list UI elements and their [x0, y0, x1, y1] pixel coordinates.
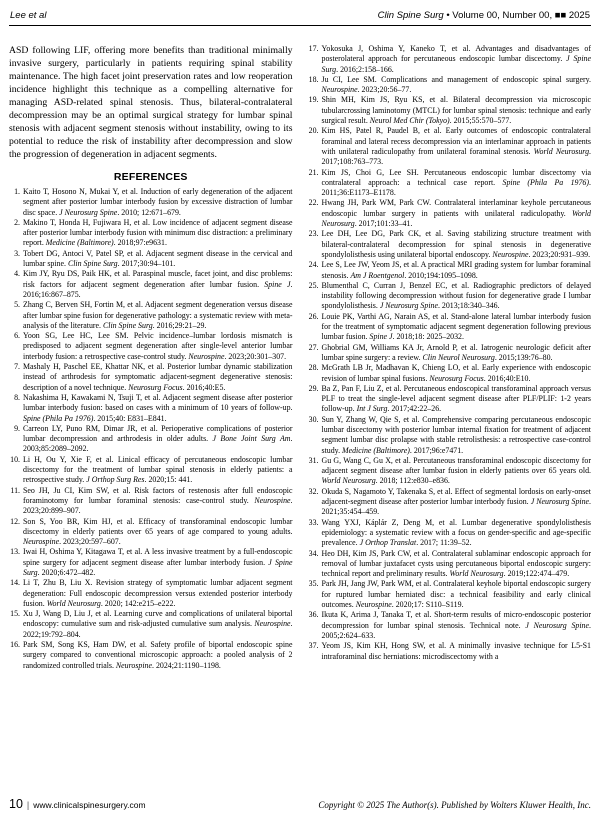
reference-number: 6. [14, 331, 20, 341]
reference-item [9, 331, 293, 362]
reference-text: Ba Z, Pan F, Liu Z, et al. Percutaneous endoscopical transforaminal approach versus PLF to treat the single-level adjacent segment disease after PLF/PLIF: 1-2 years follow-up. Int J Surg. 2017;42:22–26. [321, 383, 591, 414]
reference-text: Yeom JS, Kim KH, Hong SW, et al. A minimally invasive technique for L5-S1 intraforaminal disc herniations: microdiscectomy with a [321, 641, 591, 661]
reference-item [308, 384, 592, 415]
footer-left [9, 797, 146, 811]
reference-item [9, 269, 293, 300]
reference-item [9, 362, 293, 393]
reference-text: Ghobrial GM, Williams KA Jr, Arnold P, et al. Iatrogenic neurologic deficit after lumbar spine surgery: a review. Clin Neurol Neurosurg. 2015;139:76–80. [321, 342, 591, 362]
reference-item [308, 312, 592, 343]
reference-number: 4. [14, 269, 20, 279]
reference-text: Ikuta K, Arima J, Tanaka T, et al. Short-term results of micro-endoscopic posterior decompression for lumbar spinal stenosis. Technical note. J Neurosurg Spine. 2005;2:624–633. [321, 610, 591, 640]
reference-journal: Neurospine [254, 495, 291, 505]
reference-journal: Neurospine [355, 600, 392, 610]
reference-text: Park SM, Song KS, Ham DW, et al. Safety profile of biportal endoscopic spine surgery compared to conventional microscopic approach: a pooled analysis of 2 randomized controlled trials. Neurospine. 2024;21:1190–1198. [23, 640, 293, 670]
reference-journal: J Orthop Translat [359, 538, 417, 548]
reference-journal: Am J Roentgenol [350, 270, 405, 280]
reference-item [9, 578, 293, 609]
reference-journal: Medicine (Baltimore) [45, 238, 114, 248]
reference-journal: World Neurosurg [46, 598, 101, 608]
reference-item [308, 229, 592, 260]
reference-journal: J Neurosurg Spine [530, 497, 590, 507]
running-head-authors: Lee et al [10, 10, 47, 21]
reference-journal: Clin Spine Surg [102, 320, 153, 330]
reference-number: 20. [308, 126, 319, 136]
reference-text: Zhang C, Berven SH, Fortin M, et al. Adjacent segment degeneration versus disease after lumbar spine fusion for degenerative pathology: a systematic review with meta-analysis of the literature. Clin Spine Surg. 2016;29:21–29. [23, 300, 293, 330]
reference-text: Kim JS, Choi G, Lee SH. Percutaneous endoscopic lumbar discectomy via contralateral approach: a technical case report. Spine (Phila Pa 1976). 2011;36:E1173–E1178. [321, 167, 591, 198]
reference-number: 7. [14, 362, 20, 372]
reference-item [308, 75, 592, 96]
reference-item [9, 187, 293, 218]
reference-list-right [308, 44, 592, 662]
reference-number: 35. [308, 579, 319, 589]
reference-item [9, 517, 293, 548]
reference-number: 15. [10, 609, 20, 619]
reference-item [308, 487, 592, 518]
reference-item [308, 610, 592, 641]
reference-number: 13. [10, 547, 20, 557]
reference-number: 5. [14, 300, 20, 310]
reference-item [308, 549, 592, 580]
running-header [9, 8, 591, 26]
reference-text: Hwang JH, Park WM, Park CW. Contralateral interlaminar keyhole percutaneous endoscopic lumbar surgery in patients with unilateral radiculopathy. World Neurosurg. 2017;101:33–41. [321, 198, 591, 229]
reference-text: Heo DH, Kim JS, Park CW, et al. Contralateral sublaminar endoscopic approach for removal of lumbar juxtafacet cysts using percutaneous biportal endoscopic surgery: technical report and preliminary results. World Neurosurg. 2019;122:474–479. [321, 548, 591, 579]
reference-text: Kaito T, Hosono N, Mukai Y, et al. Induction of early degeneration of the adjacent segment after posterior lumbar interbody fusion by excessive distraction of lumbar disc space. J Neurosurg Spine. 2010; 12:671–679. [23, 187, 293, 217]
reference-journal: J Spine Surg [321, 54, 591, 74]
journal-website-link[interactable]: www.clinicalspinesurgery.com [33, 800, 146, 810]
reference-journal: World Neurosurg [533, 146, 590, 156]
reference-number: 36. [308, 610, 319, 620]
reference-number: 22. [308, 198, 319, 208]
reference-text: Yoon SG, Lee HC, Lee SM. Pelvic incidence–lumbar lordosis mismatch is predisposed to adjacent segment degeneration after single-level anterior lumbar interbody fusion: a retrospective case-control study. Neurospine. 2023;20:301–307. [23, 331, 293, 361]
reference-text: Park JH, Jang JW, Park WM, et al. Contralateral keyhole biportal endoscopic surgery for ruptured lumbar herniated disc: a technical feasibility and early clinical outcomes. Neurospine. 2020;17: S110–S119. [321, 579, 591, 610]
reference-item [308, 518, 592, 549]
reference-number: 3. [14, 248, 20, 258]
reference-text: Makino T, Honda H, Fujiwara H, et al. Low incidence of adjacent segment disease after posterior lumbar interbody fusion with minimum disc distraction: a preliminary report. Medicine (Baltimore). 2018;97:e9631. [23, 217, 293, 248]
reference-journal: Neurol Med Chir (Tokyo) [369, 116, 450, 126]
reference-number: 34. [308, 548, 319, 558]
reference-item [9, 249, 293, 270]
two-column-body [9, 44, 591, 671]
reference-number: 11. [10, 485, 20, 495]
reference-item [308, 343, 592, 364]
reference-number: 9. [14, 423, 20, 433]
reference-item [308, 363, 592, 384]
reference-number: 2. [14, 217, 20, 227]
reference-item [308, 281, 592, 312]
reference-item [308, 415, 592, 456]
reference-journal: Spine J [264, 279, 291, 289]
reference-number: 14. [10, 578, 20, 588]
reference-journal: Spine J [369, 332, 393, 342]
reference-journal: Neurospine [23, 537, 60, 547]
reference-number: 21. [308, 167, 319, 177]
reference-number: 29. [308, 383, 319, 393]
reference-journal: J Bone Joint Surg Am [212, 434, 291, 444]
reference-number: 8. [14, 392, 20, 402]
right-column [308, 44, 592, 671]
reference-text: McGrath LB Jr, Madhavan K, Chieng LO, et al. Early experience with endoscopic revision of lumbar spinal fusions. Neurosurg Focus. 2016;40:E10. [321, 363, 591, 383]
reference-number: 18. [308, 74, 319, 84]
reference-text: Lee DH, Lee DG, Park CK, et al. Saving stabilizing structure treatment with bilateral-contralateral decompression for spinal stenosis in degenerative spondylolisthesis using unilateral biportal endoscopy. Neurospine. 2023;20:931–939. [321, 229, 591, 259]
reference-journal: Neurospine [188, 351, 225, 361]
left-column [9, 44, 293, 671]
reference-journal: Medicine (Baltimore) [342, 445, 410, 455]
reference-text: Blumenthal C, Curran J, Benzel EC, et al. Radiographic predictors of delayed instability following decompression without fusion for degenerative grade I lumbar spondylolisthesis. J Neurosurg Spine. 2013;18:340–346. [321, 280, 591, 311]
reference-item [9, 424, 293, 455]
reference-item [9, 609, 293, 640]
reference-journal: J Spine Surg [23, 557, 293, 577]
reference-item [308, 641, 592, 662]
reference-item [308, 198, 592, 229]
page-footer [9, 797, 591, 811]
reference-item [9, 455, 293, 486]
reference-item [308, 260, 592, 281]
reference-text: Okuda S, Nagamoto Y, Takenaka S, et al. Effect of segmental lordosis on early-onset adjacent-segment disease after posterior lumbar interbody fusion. J Neurosurg Spine. 2021;35:454–459. [321, 486, 592, 517]
reference-journal: World Neurosurg [321, 208, 591, 229]
reference-number: 19. [308, 95, 319, 105]
reference-number: 30. [308, 414, 319, 424]
reference-number: 37. [308, 641, 319, 651]
reference-journal: World Neurosurg [449, 569, 504, 579]
reference-text: Kim HS, Patel R, Paudel B, et al. Early outcomes of endoscopic contralateral foraminal and lateral recess decompression via an interlaminar approach in patients with unilateral radiculopathy from unilateral foraminal stenosis. World Neurosurg. 2017;108:763–773. [321, 126, 591, 167]
reference-text: Kim JY, Ryu DS, Paik HK, et al. Paraspinal muscle, facet joint, and disc problems: risk factors for adjacent segment degeneration after lumbar fusion. Spine J. 2016;16:867–875. [23, 269, 293, 299]
reference-text: Ju CI, Lee SM. Complications and management of endoscopic spinal surgery. Neurospine. 2023;20:56–77. [321, 74, 591, 95]
reference-journal: Neurosurg Focus [128, 382, 183, 392]
page-number: 10 [9, 797, 23, 811]
reference-number: 27. [308, 342, 319, 352]
reference-number: 32. [308, 486, 319, 496]
reference-journal: Neurospine [321, 85, 358, 95]
reference-text: Xu J, Wang D, Liu J, et al. Learning curve and complications of unilateral biportal endoscopy: cumulative sum and risk-adjusted cumulative sum analysis. Neurospine. 2022;19:792–804. [23, 609, 293, 639]
reference-journal: Int J Surg [356, 404, 388, 414]
references-heading: REFERENCES [113, 171, 188, 183]
reference-number: 16. [10, 640, 20, 650]
reference-item [9, 300, 293, 331]
reference-item [308, 579, 592, 610]
reference-text: Shin MH, Kim JS, Ryu KS, et al. Bilateral decompression via microscopic tubularcrossing laminotomy (MTCL) for lumbar spinal stenosis: technique and early surgical result. Neurol Med Chir (Tokyo). 2015;55:570–577. [321, 95, 591, 126]
journal-issue-info: • Volume 00, Number 00, ■■ 2025 [443, 10, 590, 21]
reference-number: 33. [308, 517, 319, 527]
reference-journal: J Neurosurg Spine [59, 207, 118, 217]
reference-number: 25. [308, 280, 319, 290]
reference-text: Louie PK, Varthi AG, Narain AS, et al. Stand-alone lateral lumbar interbody fusion for the treatment of symptomatic adjacent segment degeneration following previous lumbar fusion. Spine J. 2018;18: 2025–2032. [321, 311, 591, 342]
reference-number: 1. [14, 187, 20, 196]
reference-text: Carreon LY, Puno RM, Dimar JR, et al. Perioperative complications of posterior lumbar decompression and arthrodesis in older adults. J Bone Joint Surg Am. 2003;85:2089–2092. [23, 423, 293, 454]
reference-journal: Spine (Phila Pa 1976) [23, 413, 94, 423]
reference-text: Sun Y, Zhang W, Qie S, et al. Comprehensive comparing percutaneous endoscopic lumbar discectomy with posterior lumbar internal fixation for treatment of adjacent segment lumbar disc prolapse with stable retrolisthesis: a retrospective case-control study. Medicine (Baltimore). 2017;96:e7471. [321, 414, 591, 455]
reference-number: 31. [308, 455, 319, 465]
reference-text: Seo JH, Ju CI, Kim SW, et al. Risk factors of restenosis after full endoscopic foraminotomy for lumbar foraminal stenosis: case-control study. Neurospine. 2023;20:899–907. [23, 485, 293, 516]
reference-journal: World Neurosurg [321, 476, 376, 486]
reference-text: Son S, Yoo BR, Kim HJ, et al. Efficacy of transforaminal endoscopic lumbar discectomy in elderly patients over 65 years of age compared to young adults. Neurospine. 2023;20:597–607. [23, 516, 293, 547]
reference-number: 12. [10, 516, 20, 526]
reference-item [308, 168, 592, 199]
reference-item [9, 218, 293, 249]
reference-item [9, 486, 293, 517]
reference-text: Tobert DG, Antoci V, Patel SP, et al. Adjacent segment disease in the cervical and lumbar spine. Clin Spine Surg. 2017;30:94–101. [23, 248, 293, 269]
reference-journal: Clin Spine Surg [67, 259, 118, 269]
reference-item [9, 640, 293, 671]
reference-text: Gu G, Wang C, Gu X, et al. Percutaneous transforaminal endoscopic discectomy for adjacent segment disease after lumbar fusion in elderly patients over 65 years old. World Neurosurg. 2018; 112:e830–e836. [321, 455, 591, 486]
reference-text: Li H, Ou Y, Xie F, et al. Linical efficacy of percutaneous endoscopic lumbar discectomy for the treatment of lumbar spinal stenosis in elderly patients: a retrospective study. J Orthop Surg Res. 2020;15: 441. [23, 454, 293, 485]
copyright-notice: Copyright © 2025 The Author(s). Published by Wolters Kluwer Health, Inc. [318, 800, 591, 810]
reference-journal: Neurosurg Focus [429, 373, 484, 383]
running-head-journal-info [378, 10, 590, 21]
reference-text: Lee S, Lee JW, Yeom JS, et al. A practical MRI grading system for lumbar foraminal stenosis. Am J Roentgenol. 2010;194:1095–1098. [321, 260, 591, 280]
reference-number: 26. [308, 311, 319, 321]
reference-journal: Clin Neurol Neurosurg [422, 352, 495, 362]
reference-item [308, 95, 592, 126]
reference-journal: Neurospine [115, 660, 152, 670]
reference-text: Wang YXJ, Káplár Z, Deng M, et al. Lumbar degenerative spondylolisthesis epidemiology: a systematic review with a focus on gender-specific and age-specific prevalence. J Orthop Translat. 2017; 11:39–52. [321, 517, 591, 548]
reference-item [9, 393, 293, 424]
reference-item [9, 547, 293, 578]
journal-name: Clin Spine Surg [377, 10, 444, 21]
reference-number: 17. [308, 44, 319, 53]
reference-text: Li T, Zhu B, Liu X. Revision strategy of symptomatic lumbar adjacent segment degeneration: Full endoscopic decompression versus extended posterior interbody fusion. World Neurosurg. 2020; 142:e215–e222. [23, 578, 293, 608]
reference-journal: J Neurosurg Spine [379, 301, 438, 311]
reference-item [308, 126, 592, 167]
reference-journal: Neurospine [254, 619, 291, 629]
footer-divider: | [26, 800, 30, 810]
reference-journal: J Orthop Surg Res [86, 475, 145, 485]
reference-journal: Spine (Phila Pa 1976) [502, 177, 589, 187]
reference-text: Mashaly H, Paschel EE, Khattar NK, et al. Posterior lumbar dynamic stabilization instead of arthrodesis for symptomatic adjacent-segment degenerative stenosis: description of a novel technique. Neurosurg Focus. 2016;40:E5. [23, 362, 293, 392]
body-paragraph: ASD following LIF, offering more benefits than traditional minimally invasive surgery, particularly in patients requiring spinal stability maintenance. The high facet joint preservation rates and low reoperation incidence highlight this technique as a compelling alternative for managing ASD-related spinal stenosis. Thus, bilateral-contralateral decompression may be an optimal surgical strategy for lumbar spinal stenosis with adjacent segment stenosis without instability, owing to its potential to reduce the risk of instability after decompression and slow the progression of degeneration in adjacent segments. [9, 45, 293, 160]
reference-number: 10. [10, 454, 20, 464]
reference-number: 24. [308, 260, 319, 270]
reference-item [308, 44, 592, 75]
reference-list-left [9, 187, 293, 671]
reference-journal: J Neurosurg Spine [525, 620, 590, 630]
reference-item [308, 456, 592, 487]
reference-text: Nakashima H, Kawakami N, Tsuji T, et al. Adjacent segment disease after posterior lumbar interbody fusion: based on cases with a minimum of 10 years of follow-up. Spine (Phila Pa 1976). 2015;40: E831–E841. [23, 392, 293, 423]
reference-journal: Neurospine [492, 249, 529, 259]
reference-text: Yokosuka J, Oshima Y, Kaneko T, et al. Advantages and disadvantages of posterolateral approach for percutaneous endoscopic lumbar discectomy. J Spine Surg. 2016;2:158–166. [321, 44, 591, 74]
reference-number: 23. [308, 229, 319, 239]
reference-text: Iwai H, Oshima Y, Kitagawa T, et al. A less invasive treatment by a full-endoscopic spine surgery for adjacent segment disease after lumbar interbody fusion. J Spine Surg. 2020;6:472–482. [23, 547, 293, 577]
reference-number: 28. [308, 363, 319, 373]
